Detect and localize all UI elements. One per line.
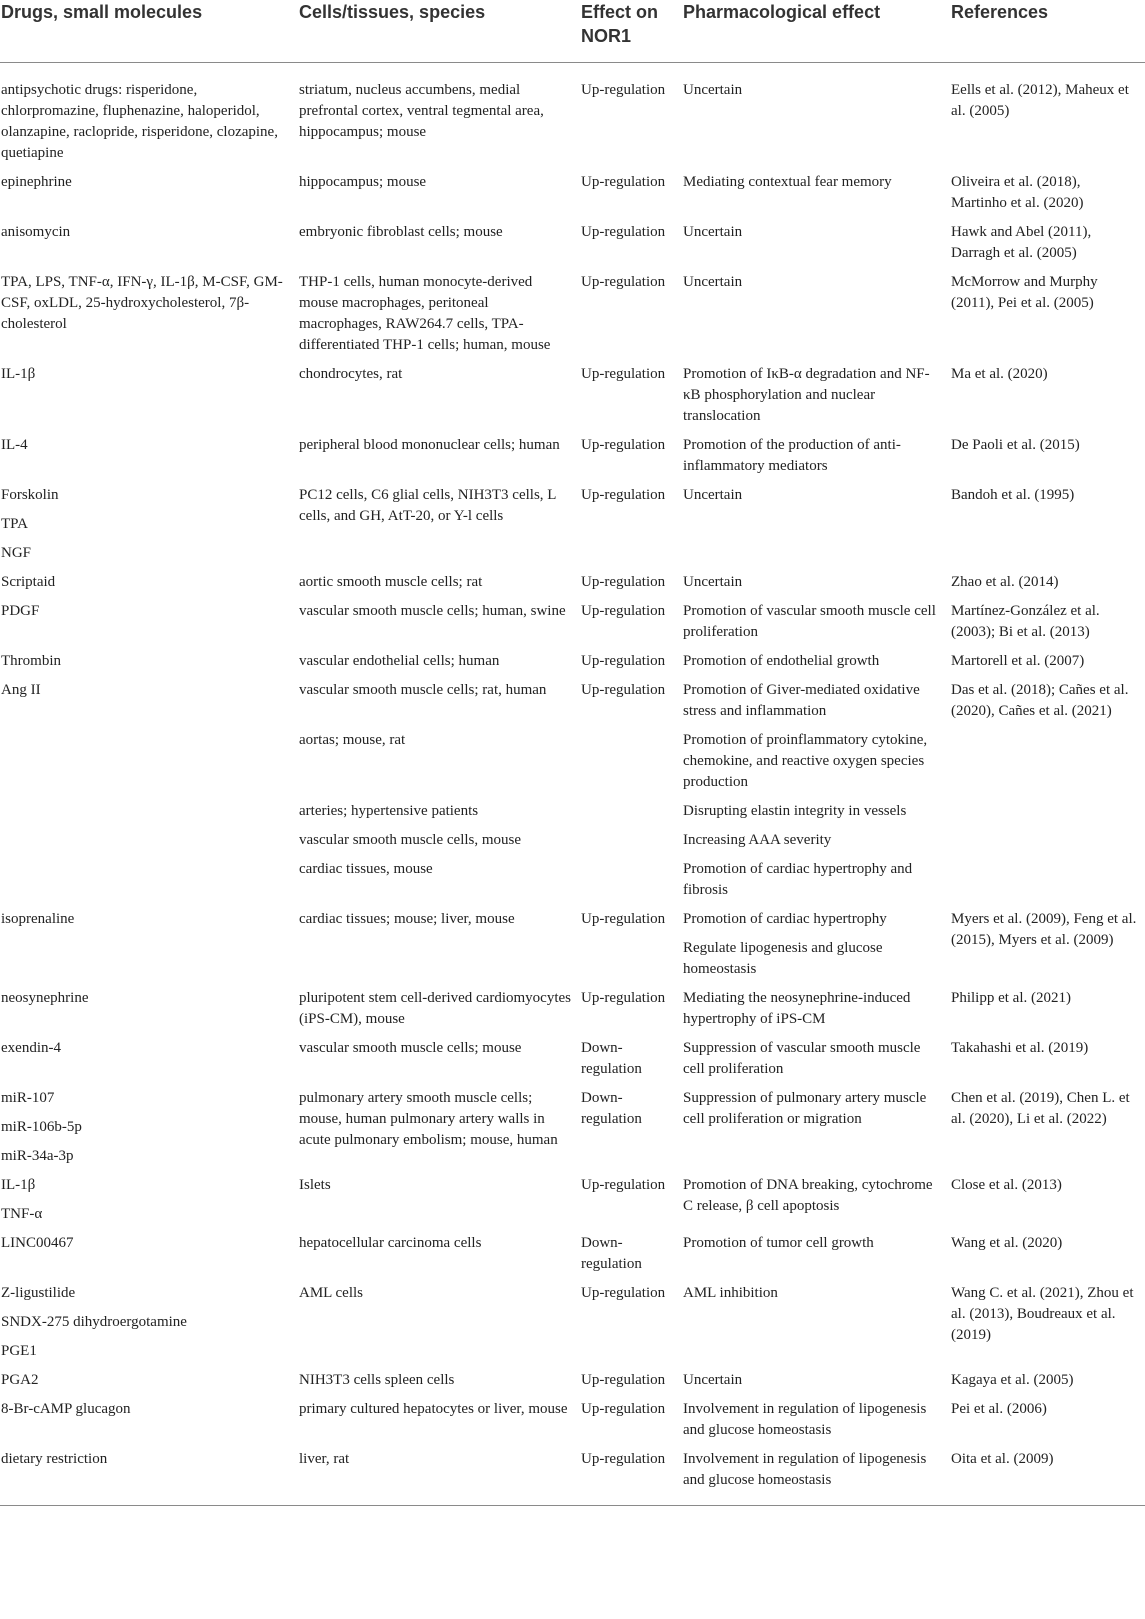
cell-effect: Down-regulation <box>581 1235 642 1272</box>
table-row <box>0 63 1145 173</box>
cell-pharmacological-effect-line: Uncertain <box>683 574 743 590</box>
cell-references: McMorrow and Murphy (2011), Pei et al. (2005) <box>951 274 1098 311</box>
cell-references: Eells et al. (2012), Maheux et al. (2005) <box>951 82 1129 119</box>
cell-tissue-species: NIH3T3 cells spleen cells <box>299 1372 455 1388</box>
cell-pharmacological-effect-line: Promotion of endothelial growth <box>683 653 880 669</box>
cell-tissue-species: vascular smooth muscle cells; rat, human <box>299 682 547 698</box>
cell-references: Philipp et al. (2021) <box>951 990 1071 1006</box>
cell-references: Hawk and Abel (2011), Darragh et al. (2005) <box>951 224 1092 261</box>
cell-drug-line: miR-107 <box>1 1090 55 1106</box>
cell-pharmacological-effect <box>682 651 950 680</box>
cell-drug <box>0 601 298 651</box>
cell-drug-line: IL-4 <box>1 437 28 453</box>
cell-pharmacological-effect <box>682 988 950 1038</box>
cell-tissue-species: vascular smooth muscle cells; human, swine <box>299 603 566 619</box>
cell-effect: Up-regulation <box>581 224 666 240</box>
cell-effect: Up-regulation <box>581 1177 666 1193</box>
cell-tissue-species: PC12 cells, C6 glial cells, NIH3T3 cells, L cells, and GH, AtT-20, or Y-l cells <box>299 487 556 524</box>
cell-drug <box>0 1175 298 1233</box>
cell-pharmacological-effect <box>682 1449 950 1506</box>
cell-pharmacological-effect <box>682 1175 950 1233</box>
cell-pharmacological-effect-line: Promotion of cardiac hypertrophy and fibrosis <box>683 861 913 898</box>
cell-references: Martínez-González et al. (2003); Bi et al. (2013) <box>951 603 1100 640</box>
table-row <box>0 909 1145 988</box>
cell-effect: Up-regulation <box>581 603 666 619</box>
cell-pharmacological-effect <box>682 1038 950 1088</box>
table-row <box>0 859 1145 909</box>
cell-pharmacological-effect <box>682 730 950 801</box>
cell-references: Martorell et al. (2007) <box>951 653 1085 669</box>
cell-drug <box>0 680 298 730</box>
cell-references: Myers et al. (2009), Feng et al. (2015), Myers et al. (2009) <box>951 911 1137 948</box>
cell-effect: Up-regulation <box>581 437 666 453</box>
cell-pharmacological-effect-line: Uncertain <box>683 224 743 240</box>
cell-drug <box>0 272 298 364</box>
cell-pharmacological-effect-line: Promotion of vascular smooth muscle cell proliferation <box>683 603 936 640</box>
cell-drug-line: IL-1β <box>1 1177 36 1193</box>
cell-pharmacological-effect <box>682 1283 950 1370</box>
table-row <box>0 572 1145 601</box>
table-row <box>0 272 1145 364</box>
cell-drug <box>0 988 298 1038</box>
cell-drug <box>0 830 298 859</box>
cell-drug <box>0 1088 298 1175</box>
cell-drug-line: PGE1 <box>1 1343 37 1359</box>
cell-drug <box>0 1233 298 1283</box>
header-effect: Effect on NOR1 <box>580 0 682 63</box>
cell-effect <box>580 801 682 830</box>
cell-pharmacological-effect-line: Disrupting elastin integrity in vessels <box>683 803 907 819</box>
cell-pharmacological-effect-line: Promotion of the production of anti-inflammatory mediators <box>683 437 901 474</box>
cell-drug-line: isoprenaline <box>1 911 75 927</box>
cell-effect <box>580 730 682 801</box>
cell-pharmacological-effect-line: AML inhibition <box>683 1285 778 1301</box>
header-row <box>0 0 1145 63</box>
cell-effect: Up-regulation <box>581 911 666 927</box>
cell-drug-line: IL-1β <box>1 366 36 382</box>
cell-drug-line: dietary restriction <box>1 1451 108 1467</box>
cell-drug <box>0 364 298 435</box>
cell-tissue-species: pluripotent stem cell-derived cardiomyocytes (iPS-CM), mouse <box>299 990 571 1027</box>
cell-drug <box>0 1370 298 1399</box>
cell-tissue-species: AML cells <box>299 1285 364 1301</box>
cell-pharmacological-effect-line: Regulate lipogenesis and glucose homeostasis <box>683 940 883 977</box>
table-row <box>0 364 1145 435</box>
cell-references: Oita et al. (2009) <box>950 1449 1145 1506</box>
cell-tissue-species: pulmonary artery smooth muscle cells; mouse, human pulmonary artery walls in acute pulmonary embolism; mouse, human <box>299 1090 558 1148</box>
cell-pharmacological-effect <box>682 172 950 222</box>
cell-effect: Up-regulation <box>581 1372 666 1388</box>
cell-effect <box>580 830 682 859</box>
cell-pharmacological-effect-line: Promotion of cardiac hypertrophy <box>683 911 887 927</box>
cell-pharmacological-effect-line: Uncertain <box>683 487 743 503</box>
cell-drug-line: miR-34a-3p <box>1 1148 74 1164</box>
cell-effect: Up-regulation <box>581 82 666 98</box>
table-row <box>0 1370 1145 1399</box>
cell-references: Wang et al. (2020) <box>951 1235 1063 1251</box>
table-row <box>0 222 1145 272</box>
cell-pharmacological-effect-line: Uncertain <box>683 274 743 290</box>
cell-references <box>950 801 1145 830</box>
cell-tissue-species: vascular endothelial cells; human <box>299 653 500 669</box>
cell-tissue-species: chondrocytes, rat <box>299 366 403 382</box>
cell-references: Kagaya et al. (2005) <box>951 1372 1074 1388</box>
cell-references: Ma et al. (2020) <box>951 366 1048 382</box>
cell-tissue-species: hippocampus; mouse <box>299 174 427 190</box>
cell-references: Takahashi et al. (2019) <box>951 1040 1089 1056</box>
cell-effect: Up-regulation <box>581 653 666 669</box>
cell-tissue-species: striatum, nucleus accumbens, medial prefrontal cortex, ventral tegmental area, hippocampus; mouse <box>299 82 544 140</box>
cell-drug-line: Scriptaid <box>1 574 56 590</box>
cell-tissue-species: primary cultured hepatocytes or liver, mouse <box>299 1401 568 1417</box>
cell-tissue-species: vascular smooth muscle cells, mouse <box>299 832 522 848</box>
cell-pharmacological-effect <box>682 1088 950 1175</box>
cell-tissue-species: aortas; mouse, rat <box>299 732 406 748</box>
cell-effect: Down-regulation <box>581 1040 642 1077</box>
cell-references: Bandoh et al. (1995) <box>951 487 1075 503</box>
table-row <box>0 680 1145 730</box>
cell-pharmacological-effect-line: Mediating contextual fear memory <box>683 174 892 190</box>
cell-drug <box>0 1449 298 1506</box>
cell-drug <box>0 435 298 485</box>
cell-pharmacological-effect-line: Promotion of IκB-α degradation and NF-κB phosphorylation and nuclear translocation <box>683 366 930 424</box>
table-row <box>0 172 1145 222</box>
table-row <box>0 601 1145 651</box>
cell-drug-line: 8-Br-cAMP glucagon <box>1 1401 131 1417</box>
table-row <box>0 435 1145 485</box>
cell-references: Wang C. et al. (2021), Zhou et al. (2013), Boudreaux et al. (2019) <box>951 1285 1134 1343</box>
cell-drug-line: SNDX-275 dihydroergotamine <box>1 1314 187 1330</box>
cell-drug <box>0 63 298 173</box>
cell-drug-line: Z-ligustilide <box>1 1285 76 1301</box>
cell-pharmacological-effect <box>682 1399 950 1449</box>
cell-pharmacological-effect-line: Uncertain <box>683 82 743 98</box>
cell-tissue-species: cardiac tissues; mouse; liver, mouse <box>299 911 515 927</box>
cell-tissue-species: aortic smooth muscle cells; rat <box>299 574 483 590</box>
cell-tissue-species: arteries; hypertensive patients <box>299 803 479 819</box>
cell-drug-line: PDGF <box>1 603 40 619</box>
cell-tissue-species: THP-1 cells, human monocyte-derived mouse macrophages, peritoneal macrophages, RAW264.7 cells, TPA-differentiated THP-1 cells; human, mouse <box>299 274 551 353</box>
cell-drug <box>0 1399 298 1449</box>
cell-pharmacological-effect-line: Promotion of Giver-mediated oxidative stress and inflammation <box>683 682 920 719</box>
cell-drug <box>0 572 298 601</box>
cell-pharmacological-effect <box>682 909 950 988</box>
table-body <box>0 63 1145 1506</box>
table-row <box>0 651 1145 680</box>
cell-drug <box>0 1038 298 1088</box>
cell-pharmacological-effect <box>682 601 950 651</box>
cell-effect: Up-regulation <box>581 487 666 503</box>
cell-effect: Up-regulation <box>581 1285 666 1301</box>
cell-pharmacological-effect <box>682 1233 950 1283</box>
cell-drug-line: LINC00467 <box>1 1235 74 1251</box>
cell-drug <box>0 801 298 830</box>
cell-tissue-species: vascular smooth muscle cells; mouse <box>299 1040 522 1056</box>
table-row <box>0 830 1145 859</box>
cell-effect: Up-regulation <box>581 1401 666 1417</box>
cell-effect: Down-regulation <box>581 1090 642 1127</box>
cell-pharmacological-effect <box>682 222 950 272</box>
cell-pharmacological-effect-line: Involvement in regulation of lipogenesis and glucose homeostasis <box>683 1401 927 1438</box>
cell-references <box>950 830 1145 859</box>
cell-drug <box>0 172 298 222</box>
table-row <box>0 988 1145 1038</box>
table-row <box>0 801 1145 830</box>
cell-effect: Up-regulation <box>581 274 666 290</box>
cell-drug <box>0 222 298 272</box>
cell-effect: Up-regulation <box>581 990 666 1006</box>
header-cells: Cells/tissues, species <box>298 0 580 63</box>
cell-references <box>950 859 1145 909</box>
cell-drug <box>0 485 298 572</box>
table-row <box>0 1175 1145 1233</box>
cell-pharmacological-effect-line: Increasing AAA severity <box>683 832 832 848</box>
cell-pharmacological-effect-line: Uncertain <box>683 1372 743 1388</box>
cell-pharmacological-effect <box>682 680 950 730</box>
cell-effect: Up-regulation <box>581 174 666 190</box>
cell-drug-line: PGA2 <box>1 1372 39 1388</box>
cell-drug-line: Forskolin <box>1 487 59 503</box>
table-row <box>0 1399 1145 1449</box>
cell-pharmacological-effect-line: Promotion of DNA breaking, cytochrome C release, β cell apoptosis <box>683 1177 933 1214</box>
cell-tissue-species: peripheral blood mononuclear cells; human <box>299 437 560 453</box>
cell-pharmacological-effect <box>682 572 950 601</box>
header-drugs: Drugs, small molecules <box>0 0 298 63</box>
cell-pharmacological-effect-line: Promotion of proinflammatory cytokine, chemokine, and reactive oxygen species production <box>683 732 928 790</box>
cell-drug <box>0 1283 298 1370</box>
cell-drug <box>0 651 298 680</box>
table-header <box>0 0 1145 63</box>
cell-pharmacological-effect-line: Suppression of vascular smooth muscle cell proliferation <box>683 1040 921 1077</box>
cell-references <box>950 730 1145 801</box>
cell-pharmacological-effect <box>682 485 950 572</box>
cell-drug-line: Ang II <box>1 682 41 698</box>
cell-drug-line: anisomycin <box>1 224 71 240</box>
table-row <box>0 730 1145 801</box>
cell-effect: Up-regulation <box>580 1449 682 1506</box>
cell-effect: Up-regulation <box>581 682 666 698</box>
cell-pharmacological-effect-line: Mediating the neosynephrine-induced hypertrophy of iPS-CM <box>683 990 911 1027</box>
cell-pharmacological-effect-line: Promotion of tumor cell growth <box>683 1235 874 1251</box>
cell-pharmacological-effect-line: Involvement in regulation of lipogenesis and glucose homeostasis <box>683 1451 927 1488</box>
cell-references: Chen et al. (2019), Chen L. et al. (2020), Li et al. (2022) <box>951 1090 1130 1127</box>
cell-effect: Up-regulation <box>581 574 666 590</box>
header-pharmacological-effect: Pharmacological effect <box>682 0 950 63</box>
cell-pharmacological-effect <box>682 801 950 830</box>
cell-pharmacological-effect <box>682 364 950 435</box>
cell-tissue-species: embryonic fibroblast cells; mouse <box>299 224 503 240</box>
cell-pharmacological-effect <box>682 1370 950 1399</box>
header-references: References <box>950 0 1145 63</box>
cell-tissue-species: liver, rat <box>298 1449 580 1506</box>
cell-pharmacological-effect <box>682 63 950 173</box>
cell-drug-line: exendin-4 <box>1 1040 61 1056</box>
table-row <box>0 1088 1145 1175</box>
cell-references: Oliveira et al. (2018), Martinho et al. (2020) <box>951 174 1084 211</box>
cell-pharmacological-effect <box>682 830 950 859</box>
cell-drug-line: TPA, LPS, TNF-α, IFN-γ, IL-1β, M-CSF, GM-CSF, oxLDL, 25-hydroxycholesterol, 7β-cholesterol <box>1 274 283 332</box>
cell-references: Pei et al. (2006) <box>951 1401 1047 1417</box>
cell-tissue-species: hepatocellular carcinoma cells <box>299 1235 482 1251</box>
cell-drug-line: epinephrine <box>1 174 72 190</box>
table-row <box>0 485 1145 572</box>
cell-drug <box>0 909 298 988</box>
cell-references: Close et al. (2013) <box>951 1177 1062 1193</box>
cell-references: Zhao et al. (2014) <box>951 574 1059 590</box>
cell-drug-line: TNF-α <box>1 1206 43 1222</box>
cell-effect <box>580 859 682 909</box>
cell-pharmacological-effect <box>682 859 950 909</box>
cell-drug-line: TPA <box>1 516 28 532</box>
cell-drug <box>0 730 298 801</box>
cell-effect: Up-regulation <box>581 366 666 382</box>
cell-drug <box>0 859 298 909</box>
cell-tissue-species: cardiac tissues, mouse <box>299 861 433 877</box>
cell-drug-line: Thrombin <box>1 653 61 669</box>
table-row <box>0 1449 1145 1506</box>
cell-pharmacological-effect <box>682 272 950 364</box>
cell-references: De Paoli et al. (2015) <box>951 437 1080 453</box>
cell-drug-line: antipsychotic drugs: risperidone, chlorpromazine, fluphenazine, haloperidol, olanzapine, raclopride, risperidone, clozapine, quetiapine <box>1 82 278 161</box>
cell-drug-line: neosynephrine <box>1 990 89 1006</box>
table-row <box>0 1283 1145 1370</box>
table-row <box>0 1038 1145 1088</box>
cell-drug-line: NGF <box>1 545 32 561</box>
cell-tissue-species: Islets <box>299 1177 331 1193</box>
cell-pharmacological-effect-line: Suppression of pulmonary artery muscle cell proliferation or migration <box>683 1090 927 1127</box>
cell-references: Das et al. (2018); Cañes et al. (2020), Cañes et al. (2021) <box>951 682 1129 719</box>
cell-pharmacological-effect <box>682 435 950 485</box>
table-row <box>0 1233 1145 1283</box>
cell-drug-line: miR-106b-5p <box>1 1119 82 1135</box>
